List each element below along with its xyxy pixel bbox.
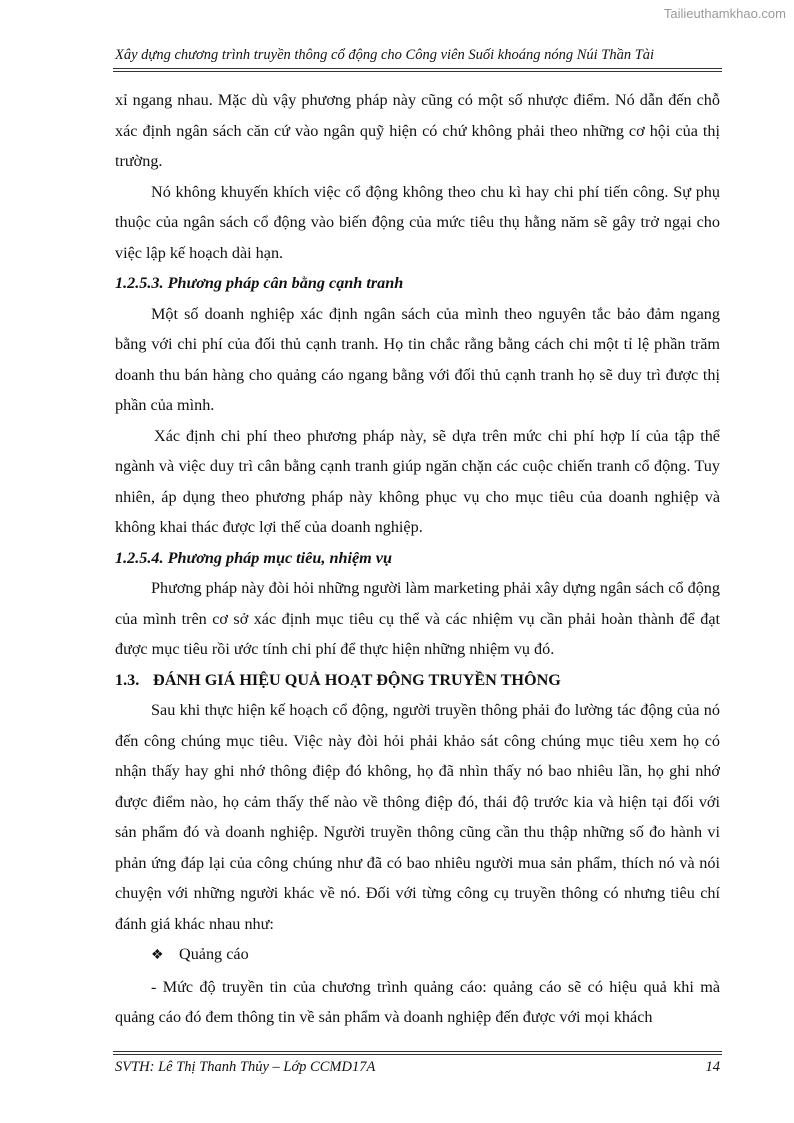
paragraph-2: Nó không khuyến khích việc cổ động không theo chu kì hay chi phí tiến công. Sự phụ thuộc của ngân sách cổ động vào biến động của mức tiêu thụ hằng năm sẽ gây trở ngại cho việc lập kế hoạch dài hạn. [115, 182, 720, 262]
heading-1-2-5-3: 1.2.5.3. Phương pháp cân bằng cạnh tranh [115, 274, 404, 292]
page-number: 14 [705, 1059, 720, 1075]
document-body [115, 85, 720, 1033]
bullet-item [115, 939, 720, 972]
heading-1-2-5-4: 1.2.5.4. Phương pháp mục tiêu, nhiệm vụ [115, 548, 392, 567]
paragraph-4: Xác định chi phí theo phương pháp này, sẽ dựa trên mức chi phí hợp lí của tập thể ngành và việc duy trì cân bằng cạnh tranh giúp ngăn chặn các cuộc chiến tranh cổ động. Tuy nhiên, áp dụng theo phương pháp này không phục vụ cho mục tiêu của doanh nghiệp và không khai thác được lợi thế của doanh nghiệp. [115, 426, 720, 536]
bullet-text: Quảng cáo [179, 945, 249, 963]
page-header: Xây dựng chương trình truyền thông cổ động cho Công viên Suối khoáng nóng Núi Thần Tài [115, 47, 655, 63]
paragraph-3: Một số doanh nghiệp xác định ngân sách của mình theo nguyên tắc bảo đảm ngang bằng với chi phí của đối thủ cạnh tranh. Họ tin chắc rằng bằng cách chi một tỉ lệ phần trăm doanh thu bán hàng cho quảng cáo ngang bằng với đối thủ cạnh tranh họ sẽ duy trì được thị phần của mình. [115, 304, 720, 414]
paragraph-7: - Mức độ truyền tin của chương trình quảng cáo: quảng cáo sẽ có hiệu quả khi mà quảng cáo đó đem thông tin về sản phẩm và doanh nghiệp đến được với mọi khách [115, 977, 720, 1026]
heading-number: 1.3. [115, 670, 140, 689]
diamond-bullet-icon: ❖ [151, 948, 164, 963]
heading-1-3 [115, 665, 720, 696]
footer-author: SVTH: Lê Thị Thanh Thủy – Lớp CCMD17A [115, 1059, 376, 1075]
paragraph-6: Sau khi thực hiện kế hoạch cổ động, người truyền thông phải đo lường tác động của nó đến công chúng mục tiêu. Việc này đòi hỏi phải khảo sát công chúng mục tiêu xem họ có nhận thấy hay ghi nhớ thông điệp đó không, họ đã nhìn thấy nó bao nhiêu lần, họ ghi nhớ được điểm nào, họ cảm thấy thế nào về thông điệp đó, thái độ trước kia và hiện tại đối với sản phẩm đó và doanh nghiệp. Người truyền thông cũng cần thu thập những số đo hành vi phản ứng đáp lại của công chúng như đã có bao nhiêu người mua sản phẩm, thích nó và nói chuyện với những người khác về nó. Đối với từng công cụ truyền thông có nhưng tiêu chí đánh giá khác nhau như: [115, 701, 720, 933]
heading-text: ĐÁNH GIÁ HIỆU QUẢ HOẠT ĐỘNG TRUYỀN THÔNG [153, 670, 561, 689]
paragraph-1: xỉ ngang nhau. Mặc dù vậy phương pháp này cũng có một số nhược điểm. Nó dẫn đến chỗ xác định ngân sách căn cứ vào ngân quỹ hiện có chứ không phải theo những cơ hội của thị trường. [115, 91, 720, 170]
watermark: Tailieuthamkhao.com [663, 6, 786, 21]
page-footer [115, 1059, 720, 1076]
footer-divider [113, 1051, 722, 1055]
header-divider [113, 68, 722, 72]
paragraph-5: Phương pháp này đòi hỏi những người làm marketing phải xây dựng ngân sách cổ động của mình trên cơ sở xác định mục tiêu cụ thể và các nhiệm vụ cần phải hoàn thành để đạt được mục tiêu rồi ước tính chi phí để thực hiện những nhiệm vụ đó. [115, 579, 720, 658]
